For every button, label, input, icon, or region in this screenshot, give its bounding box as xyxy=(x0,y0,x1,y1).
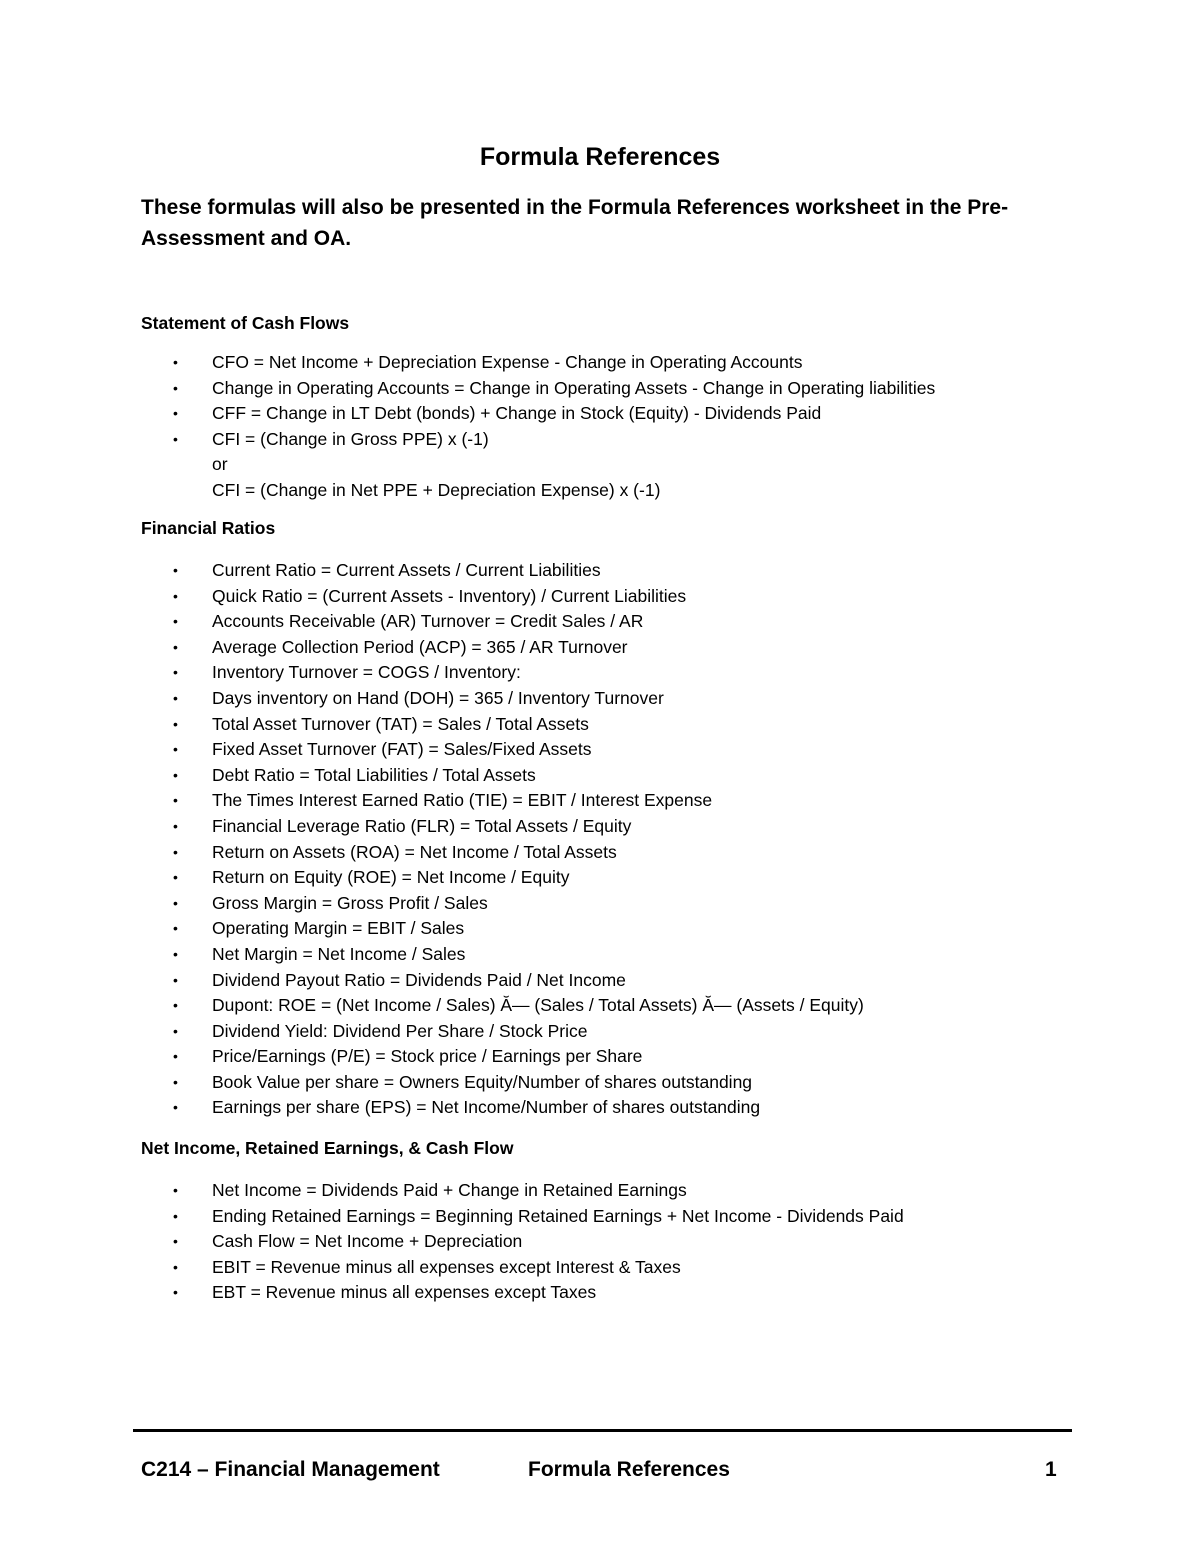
list-item xyxy=(141,686,1061,712)
list-item xyxy=(141,1280,1061,1306)
ratios-list xyxy=(141,558,1061,1121)
bullet-icon: • xyxy=(173,894,178,911)
list-item xyxy=(141,427,1061,504)
bullet-icon: • xyxy=(173,638,178,655)
list-item xyxy=(141,376,1061,402)
list-item xyxy=(141,584,1061,610)
bullet-icon: • xyxy=(173,817,178,834)
section-heading-net-income: Net Income, Retained Earnings, & Cash Flow xyxy=(141,1138,514,1158)
formula-text: Price/Earnings (P/E) = Stock price / Earnings per Share xyxy=(212,1046,643,1067)
formula-text: CFI = (Change in Gross PPE) x (-1) xyxy=(212,428,489,449)
formula-text: Operating Margin = EBIT / Sales xyxy=(212,918,465,939)
list-item xyxy=(141,968,1061,994)
bullet-icon: • xyxy=(173,405,178,422)
section-heading-cash-flows: Statement of Cash Flows xyxy=(141,313,350,333)
footer-divider xyxy=(133,1429,1072,1432)
formula-text: Ending Retained Earnings = Beginning Retained Earnings + Net Income - Dividends Paid xyxy=(212,1205,904,1226)
formula-or-text: or xyxy=(212,454,228,475)
bullet-icon: • xyxy=(173,354,178,370)
bullet-icon: • xyxy=(173,587,178,604)
bullet-icon: • xyxy=(173,945,178,962)
list-item xyxy=(141,660,1061,686)
formula-text: Dividend Payout Ratio = Dividends Paid / Net Income xyxy=(212,969,626,990)
bullet-icon: • xyxy=(173,613,178,630)
footer-page-number: 1 xyxy=(1045,1458,1057,1481)
list-item xyxy=(141,1255,1061,1281)
formula-text: Total Asset Turnover (TAT) = Sales / Total Assets xyxy=(212,713,589,734)
bullet-icon: • xyxy=(173,430,178,447)
list-item xyxy=(141,763,1061,789)
bullet-icon: • xyxy=(173,1048,178,1065)
formula-text: Cash Flow = Net Income + Depreciation xyxy=(212,1231,523,1252)
list-item xyxy=(141,558,1061,584)
bullet-icon: • xyxy=(173,869,178,886)
formula-text: Change in Operating Accounts = Change in Operating Assets - Change in Operating liabilities xyxy=(212,377,936,398)
formula-text: CFO = Net Income + Depreciation Expense - Change in Operating Accounts xyxy=(212,352,803,372)
bullet-icon: • xyxy=(173,562,178,578)
bullet-icon: • xyxy=(173,741,178,758)
bullet-icon: • xyxy=(173,1233,178,1250)
bullet-icon: • xyxy=(173,1073,178,1090)
list-item xyxy=(141,1095,1061,1121)
list-item xyxy=(141,635,1061,661)
net-income-list xyxy=(141,1178,1061,1306)
list-item xyxy=(141,712,1061,738)
list-item xyxy=(141,814,1061,840)
bullet-icon: • xyxy=(173,843,178,860)
bullet-icon: • xyxy=(173,379,178,396)
bullet-icon: • xyxy=(173,715,178,732)
formula-text: EBT = Revenue minus all expenses except Taxes xyxy=(212,1282,597,1303)
formula-text: Days inventory on Hand (DOH) = 365 / Inventory Turnover xyxy=(212,687,664,708)
formula-text: Earnings per share (EPS) = Net Income/Number of shares outstanding xyxy=(212,1097,761,1118)
list-item xyxy=(141,865,1061,891)
list-item xyxy=(141,916,1061,942)
list-item xyxy=(141,401,1061,427)
page-title: Formula References xyxy=(479,143,721,171)
formula-text: CFF = Change in LT Debt (bonds) + Change in Stock (Equity) - Dividends Paid xyxy=(212,403,822,424)
formula-text: EBIT = Revenue minus all expenses except Interest & Taxes xyxy=(212,1256,681,1277)
formula-alt-text: CFI = (Change in Net PPE + Depreciation Expense) x (-1) xyxy=(212,479,661,500)
formula-text: Book Value per share = Owners Equity/Number of shares outstanding xyxy=(212,1071,753,1092)
bullet-icon: • xyxy=(173,792,178,809)
footer-course: C214 – Financial Management xyxy=(141,1458,440,1481)
bullet-icon: • xyxy=(173,1258,178,1275)
list-item xyxy=(141,1178,1061,1204)
formula-text: Net Margin = Net Income / Sales xyxy=(212,943,466,964)
bullet-icon: • xyxy=(173,1182,178,1198)
list-item xyxy=(141,1070,1061,1096)
bullet-icon: • xyxy=(173,971,178,988)
formula-text: Current Ratio = Current Assets / Current Liabilities xyxy=(212,560,601,580)
formula-text: Return on Assets (ROA) = Net Income / Total Assets xyxy=(212,841,617,862)
formula-text: Inventory Turnover = COGS / Inventory: xyxy=(212,662,521,683)
section-heading-ratios: Financial Ratios xyxy=(141,518,276,538)
list-item xyxy=(141,942,1061,968)
list-item xyxy=(141,1044,1061,1070)
bullet-icon: • xyxy=(173,1099,178,1116)
list-item xyxy=(141,993,1061,1019)
list-item xyxy=(141,737,1061,763)
list-item xyxy=(141,788,1061,814)
list-item xyxy=(141,1019,1061,1045)
bullet-icon: • xyxy=(173,664,178,681)
formula-text: Net Income = Dividends Paid + Change in Retained Earnings xyxy=(212,1180,687,1200)
list-item xyxy=(141,350,1061,376)
bullet-icon: • xyxy=(173,1284,178,1301)
bullet-icon: • xyxy=(173,766,178,783)
list-item xyxy=(141,1204,1061,1230)
formula-text: Return on Equity (ROE) = Net Income / Equity xyxy=(212,867,570,888)
formula-text: Fixed Asset Turnover (FAT) = Sales/Fixed Assets xyxy=(212,739,592,760)
list-item xyxy=(141,840,1061,866)
formula-text: Dupont: ROE = (Net Income / Sales) Ă— (Sales / Total Assets) Ă— (Assets / Equity) xyxy=(212,995,864,1016)
formula-text: Gross Margin = Gross Profit / Sales xyxy=(212,892,488,913)
formula-text: The Times Interest Earned Ratio (TIE) = EBIT / Interest Expense xyxy=(212,790,713,811)
bullet-icon: • xyxy=(173,1207,178,1224)
formula-text: Debt Ratio = Total Liabilities / Total Assets xyxy=(212,764,536,785)
bullet-icon: • xyxy=(173,997,178,1014)
list-item xyxy=(141,891,1061,917)
formula-text: Quick Ratio = (Current Assets - Inventory) / Current Liabilities xyxy=(212,585,687,606)
formula-text: Accounts Receivable (AR) Turnover = Credit Sales / AR xyxy=(212,611,644,632)
list-item xyxy=(141,1229,1061,1255)
cash-flows-list xyxy=(141,350,1061,504)
formula-text: Financial Leverage Ratio (FLR) = Total Assets / Equity xyxy=(212,815,632,836)
intro-text: These formulas will also be presented in the Formula References worksheet in the Pre-Assessment and OA. xyxy=(141,196,1009,250)
bullet-icon: • xyxy=(173,1022,178,1039)
footer-doc-name: Formula References xyxy=(528,1458,730,1481)
bullet-icon: • xyxy=(173,920,178,937)
bullet-icon: • xyxy=(173,689,178,706)
list-item xyxy=(141,609,1061,635)
formula-text: Average Collection Period (ACP) = 365 / AR Turnover xyxy=(212,636,628,657)
formula-text: Dividend Yield: Dividend Per Share / Stock Price xyxy=(212,1020,588,1041)
